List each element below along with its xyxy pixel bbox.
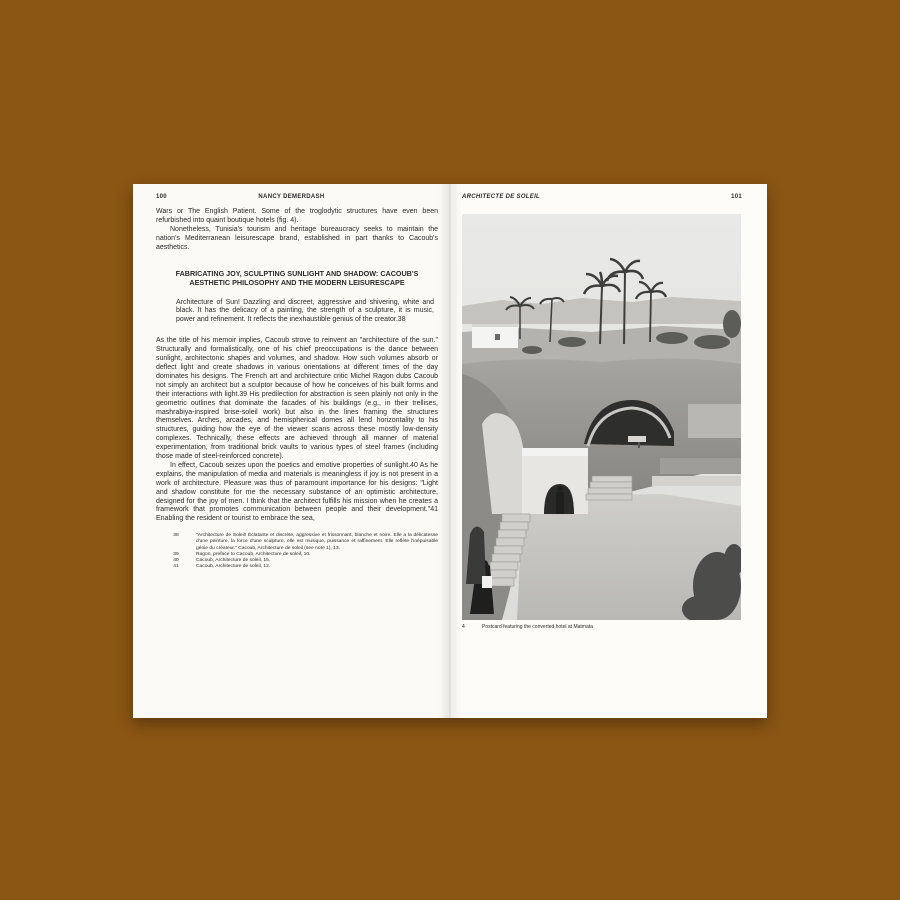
block-quote: Architecture of Sun! Dazzling and discreet, aggressive and shivering, white and black. It has the delicacy of a painting, the strength of a sculpture, it is music, power and refinement. It reflects the inexhaustible genius of the creator.38 xyxy=(176,298,434,324)
open-book xyxy=(133,184,767,718)
footnote-text: Cacoub, Architecture de soleil, 15. xyxy=(196,558,271,564)
left-body-text xyxy=(156,208,438,253)
left-page xyxy=(133,184,450,718)
footnote xyxy=(156,564,438,570)
right-running-head xyxy=(462,194,742,208)
footnote-number: 40 xyxy=(173,558,179,564)
footnote-text: "Architecture de Soleil! Éclatante et discrète, aggressive et frissonnant, blanche et noire. Elle a la délicatesse d'une peinture, la force d'une sculpture, elle est musique, puissance et raffinement. Elle reflète l'inépuisable génie du créateur." Cacoub, Architecture de soleil (see note 1), 13. xyxy=(196,533,438,551)
footnote-number: 41 xyxy=(173,564,179,570)
paragraph-1: Wars or The English Patient. Some of the troglodytic structures have even been refurbished into quaint boutique hotels (fig. 4). xyxy=(156,208,438,224)
right-running-title: ARCHITECTE DE SOLEIL xyxy=(462,194,541,200)
left-page-number: 100 xyxy=(156,194,167,200)
left-body-text-2 xyxy=(156,337,438,524)
paragraph-2: Nonetheless, Tunisia's tourism and heritage bureaucracy seeks to maintain the nation's Mediterranean leisurescape brand, established in part thanks to Cacoub's aesthetics. xyxy=(156,225,438,251)
right-page xyxy=(450,184,767,718)
section-heading: FABRICATING JOY, SCULPTING SUNLIGHT AND SHADOW: CACOUB'S AESTHETIC PHILOSOPHY AND THE MODERN LEISURESCAPE xyxy=(175,268,419,287)
footnote xyxy=(156,533,438,552)
left-running-head xyxy=(156,194,438,208)
paragraph-3: As the title of his memoir implies, Cacoub strove to reinvent an "architecture of the sun." Structurally and formalistically, one of his chief preoccupations is the dance between sunlight, architectonic shapes and volumes, and shadow. How such volumes absorb or deflect light and create shadows in various orientations at different times of the day dominates his designs. The French art and architecture critic Michel Ragon dubs Cacoub not simply an architect but a sculptor because of how he conceives of his built forms and their interactions with light.39 His predilection for abstraction is seen plainly not only in the geometric outlines that dominate the facades of his buildings (e.g., in their trellises, mashrabiya-inspired brise-soleil work) but also in the lines framing the structures themselves. Arches, arcades, and hemispherical domes all lend horizontality to his structures, guiding how the eye of the viewer scans across these mostly low-density complexes. Technically, these effects are achieved through all manner of material experimentation, from traditional brick vaults to various types of steel frames (including those made of steel-reinforced concrete). xyxy=(156,337,438,461)
caption-text: Postcard featuring the converted hotel at Matmata xyxy=(482,624,593,630)
figure-caption xyxy=(462,624,742,630)
hotel-photograph xyxy=(462,214,741,620)
footnotes xyxy=(156,533,438,570)
left-running-title: NANCY DEMERDASH xyxy=(258,194,325,200)
figure-number: 4 xyxy=(462,624,465,630)
footnote-number: 38 xyxy=(173,533,179,539)
paragraph-4: In effect, Cacoub seizes upon the poetics and emotive properties of sunlight.40 As he explains, the manipulation of media and materials is meaningless if joy is not present in a work of architecture. Pleasure was thus of paramount importance for his designs: "Light and shadow constitute for me the necessary substance of an optimistic architecture, designed for the joy of men. I think that the architect fulfills his mission when he creates a framework that promotes communication between people and their development."41 Enabling the resident or tourist to embrace the sea, xyxy=(156,461,438,523)
footnote-text: Ragon, preface to Cacoub, Architecture de soleil, 10. xyxy=(196,551,311,557)
footnote-number: 39 xyxy=(173,551,179,557)
footnote-text: Cacoub, Architecture de soleil, 12. xyxy=(196,564,271,570)
right-page-number: 101 xyxy=(731,194,742,200)
